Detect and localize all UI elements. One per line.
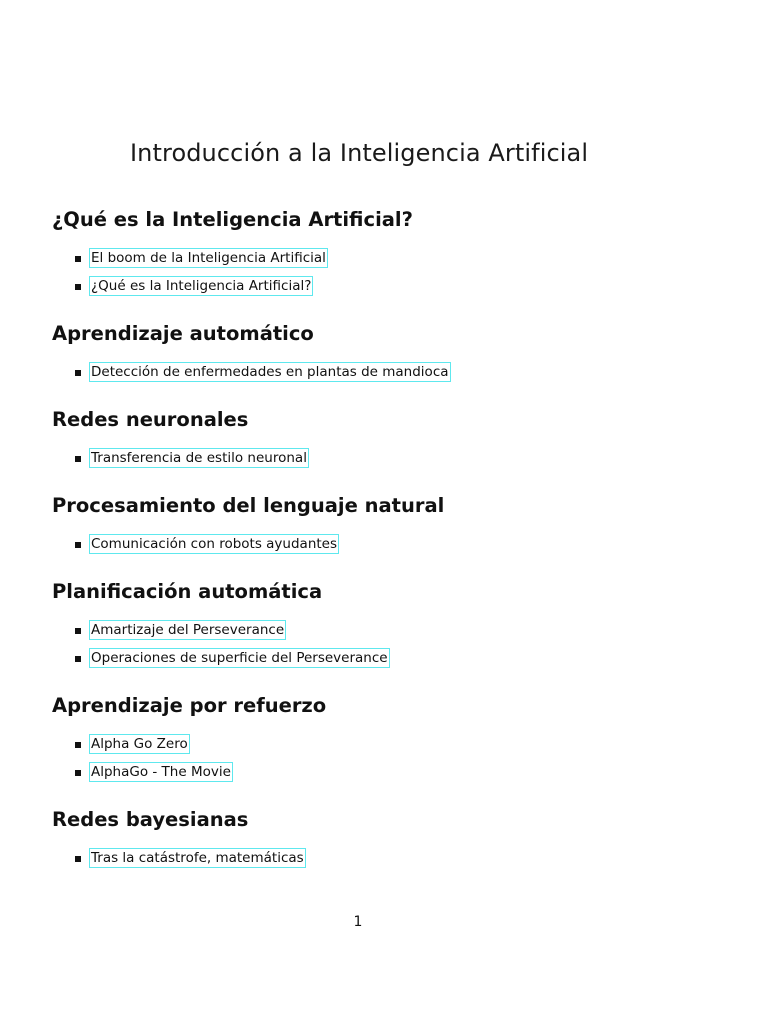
link-transferencia-estilo[interactable]: Transferencia de estilo neuronal: [91, 450, 307, 466]
link-list: [52, 362, 732, 390]
square-bullet-icon: [75, 628, 81, 634]
link-amartizaje-perseverance[interactable]: Amartizaje del Perseverance: [91, 622, 285, 638]
section-heading: Planificación automática: [52, 580, 323, 603]
list-item: [75, 534, 732, 562]
list-item: [75, 276, 732, 304]
link-list: [52, 534, 732, 562]
link-list: [52, 448, 732, 476]
list-item: [75, 362, 732, 390]
square-bullet-icon: [75, 542, 81, 548]
section-heading: Aprendizaje por refuerzo: [52, 694, 327, 717]
square-bullet-icon: [75, 370, 81, 376]
section-heading: Aprendizaje automático: [52, 322, 314, 345]
link-el-boom-ia[interactable]: El boom de la Inteligencia Artificial: [91, 250, 326, 266]
square-bullet-icon: [75, 656, 81, 662]
section-redes-neuronales: [52, 404, 732, 476]
section-redes-bayesianas: [52, 804, 732, 876]
section-planificacion: [52, 576, 732, 676]
link-list: [52, 248, 732, 304]
list-item: [75, 620, 732, 648]
square-bullet-icon: [75, 256, 81, 262]
list-item: [75, 248, 732, 276]
section-lenguaje-natural: [52, 490, 732, 562]
section-heading: Redes bayesianas: [52, 808, 249, 831]
link-deteccion-mandioca[interactable]: Detección de enfermedades en plantas de mandioca: [91, 364, 449, 380]
section-aprendizaje-refuerzo: [52, 690, 732, 790]
list-item: [75, 648, 732, 676]
list-item: [75, 848, 732, 876]
list-item: [75, 448, 732, 476]
section-que-es-ia: [52, 204, 732, 304]
link-list: [52, 734, 732, 790]
page-number: 1: [353, 914, 363, 930]
square-bullet-icon: [75, 284, 81, 290]
section-aprendizaje-automatico: [52, 318, 732, 390]
square-bullet-icon: [75, 856, 81, 862]
document-title: Introducción a la Inteligencia Artificial: [130, 139, 589, 167]
section-heading: Redes neuronales: [52, 408, 249, 431]
section-heading: ¿Qué es la Inteligencia Artificial?: [52, 208, 413, 231]
square-bullet-icon: [75, 742, 81, 748]
square-bullet-icon: [75, 770, 81, 776]
link-list: [52, 620, 732, 676]
list-item: [75, 734, 732, 762]
link-que-es-ia[interactable]: ¿Qué es la Inteligencia Artificial?: [91, 278, 312, 294]
link-list: [52, 848, 732, 876]
link-alpha-go-zero[interactable]: Alpha Go Zero: [91, 736, 188, 752]
list-item: [75, 762, 732, 790]
link-operaciones-perseverance[interactable]: Operaciones de superficie del Perseverance: [91, 650, 388, 666]
link-alphago-movie[interactable]: AlphaGo - The Movie: [91, 764, 231, 780]
link-tras-catastrofe[interactable]: Tras la catástrofe, matemáticas: [91, 850, 304, 866]
section-heading: Procesamiento del lenguaje natural: [52, 494, 445, 517]
square-bullet-icon: [75, 456, 81, 462]
link-robots-ayudantes[interactable]: Comunicación con robots ayudantes: [91, 536, 338, 552]
document-body: [52, 204, 732, 890]
